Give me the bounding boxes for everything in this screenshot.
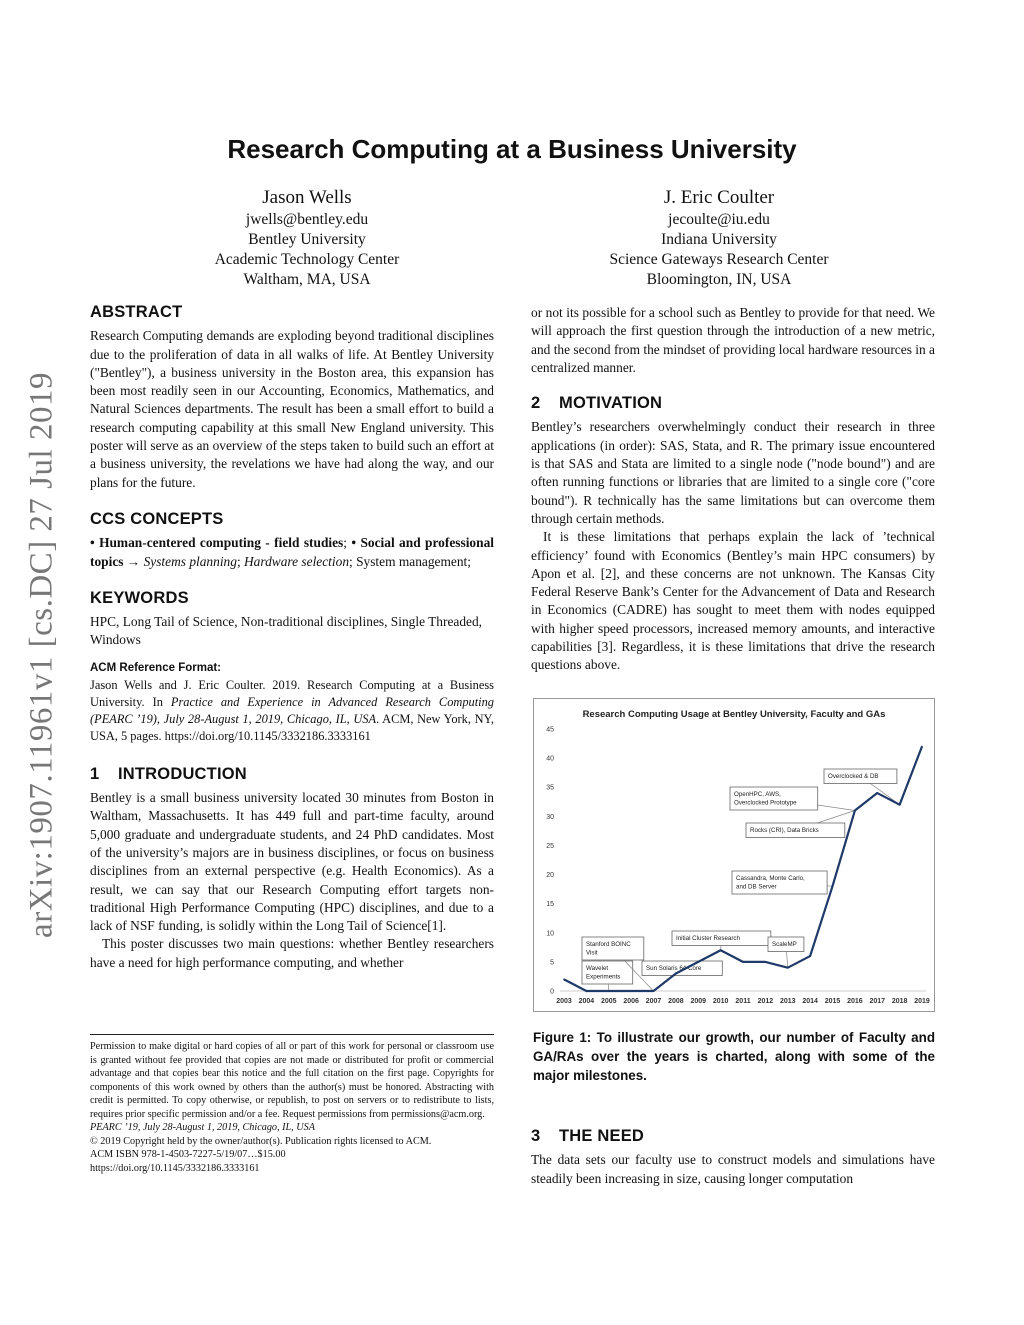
y-tick-label: 40 xyxy=(546,755,554,763)
abstract-text: Research Computing demands are exploding beyond traditional disciplines due to the proliferation of data in all walks of life. At Bentley University ("Bentley"), a business university in the Boston area, this expansion has been most readily seen in our Accounting, Economics, Mathematics, and Natural Sciences departments. The result has been a small effort to build a research computing capability at this small New England university. This poster will serve as an overview of the steps taken to build such an effort at a business university, the revelations we have had along the way, and our plans for the future. xyxy=(90,328,494,490)
y-axis xyxy=(546,727,554,996)
x-tick-label: 2008 xyxy=(668,998,684,1005)
ccs-concept-3: Systems planning xyxy=(143,553,237,569)
need-heading xyxy=(531,1127,935,1145)
x-tick-label: 2010 xyxy=(712,998,729,1005)
data-point xyxy=(921,746,923,748)
footnote-conference: PEARC ’19, July 28-August 1, 2019, Chicago, IL, USA xyxy=(90,1122,315,1133)
x-tick-label: 2015 xyxy=(824,998,841,1005)
annotations xyxy=(582,769,900,991)
annotation-label: and DB Server xyxy=(736,883,777,891)
author-name: Jason Wells xyxy=(262,187,352,208)
intro-paragraph-2: This poster discusses two main questions: whether Bentley researchers have a need for high performance computing, and whether xyxy=(90,936,494,970)
x-tick-label: 2018 xyxy=(891,998,908,1005)
y-tick-label: 35 xyxy=(546,784,554,792)
acm-reference-part: . ACM, New York, NY, USA, 5 pages. https://doi.org/10.1145/3332186.3333161 xyxy=(90,711,494,743)
annotation-label: OpenHPC, AWS, xyxy=(734,791,781,798)
section-number: 3 xyxy=(531,1127,541,1145)
annotation-label: Rocks (CRI), Data Bricks xyxy=(750,827,819,834)
data-point xyxy=(809,955,811,957)
data-point xyxy=(854,810,856,812)
keywords-text: HPC, Long Tail of Science, Non-traditional disciplines, Single Threaded, Windows xyxy=(90,614,483,648)
annotation-label: Visit xyxy=(586,949,598,957)
ccs-concept-1: • Human-centered computing - field studies xyxy=(90,535,344,551)
footnote-permission: Permission to make digital or hard copies of all or part of this work for personal or classroom use is granted without fee provided that copies are not made or distributed for profit or commercial advantage and that copies bear this notice and the full citation on the first page. Copyrights for components of this work owned by others than the author(s) must be honored. Abstracting with credit is permitted. To copy otherwise, or republish, to post on servers or to redistribute to lists, requires prior specific permission and/or a fee. Request permissions from permissions@acm.org. xyxy=(90,1041,494,1120)
y-tick-label: 10 xyxy=(546,930,554,938)
chart-title: Research Computing Usage at Bentley University, Faculty and GAs xyxy=(582,709,886,720)
left-column xyxy=(90,303,494,972)
author-block-2 xyxy=(539,186,899,290)
data-point xyxy=(876,792,878,794)
acm-reference-part: Jason Wells and J. Eric Coulter. 2019. Research Computing at a Business University. In xyxy=(90,677,494,709)
arxiv-id-text: arXiv:1907.11961v1 [cs.DC] 27 Jul 2019 xyxy=(23,372,60,938)
footnote-rule xyxy=(90,1034,494,1035)
ccs-concept-5: ; System management; xyxy=(349,553,471,569)
figure-1 xyxy=(533,698,935,1012)
author-location: Bloomington, IN, USA xyxy=(646,271,792,288)
acm-reference-heading: ACM Reference Format: xyxy=(90,661,221,674)
data-point xyxy=(899,804,901,806)
annotation-label: Overclocked & DB xyxy=(828,773,879,780)
data-point xyxy=(742,961,744,963)
need-section xyxy=(531,1127,935,1188)
ccs-separator: ; xyxy=(236,553,245,569)
arxiv-identifier xyxy=(22,360,62,950)
y-tick-label: 30 xyxy=(546,813,554,821)
x-tick-label: 2006 xyxy=(623,998,639,1005)
section-title: THE NEED xyxy=(559,1127,645,1145)
annotation-label: ScaleMP xyxy=(772,941,797,948)
annotation-label: Cassandra, Monte Carlo, xyxy=(736,875,805,882)
intro-continued: or not its possible for a school such as Bentley to provide for that need. We will approach the first question through the introduction of a new metric, and the second from the mindset of providing local hardware resources in a centralized manner. xyxy=(531,305,935,375)
data-point xyxy=(653,990,655,992)
x-tick-label: 2013 xyxy=(779,998,796,1005)
y-tick-label: 20 xyxy=(546,872,554,880)
data-point xyxy=(563,979,565,981)
ccs-concept-4: Hardware selection xyxy=(244,553,350,569)
author-email: jwells@bentley.edu xyxy=(245,211,369,228)
motivation-heading xyxy=(531,394,935,412)
intro-heading xyxy=(90,765,494,783)
x-tick-label: 2005 xyxy=(600,998,617,1005)
data-point xyxy=(787,967,789,969)
data-point xyxy=(608,990,610,992)
footnote xyxy=(90,1040,494,1175)
motivation-paragraph-2: It is these limitations that perhaps explain the lack of ’technical efficiency’ found with Economics (Bentley’s main HPC consumers) by Apon et al. [2], and these concerns are not unknown. The Kansas City Federal Reserve Bank’s Center for the Advancement of Data and Research in Economics (CADRE) has sought to meet them with nodes equipped with higher speed processors, increased memory amounts, and interactive capabilities [3]. Regardless, it is these limitations that drive the research questions above. xyxy=(531,529,935,673)
ccs-heading: CCS CONCEPTS xyxy=(90,509,224,528)
x-tick-label: 2011 xyxy=(735,998,751,1005)
x-tick-label: 2014 xyxy=(802,998,818,1005)
x-tick-label: 2019 xyxy=(914,998,930,1005)
acm-reference xyxy=(90,660,494,745)
ccs-concept-2: • Social and professional topics xyxy=(90,535,494,569)
author-email: jecoulte@iu.edu xyxy=(668,211,770,228)
data-point xyxy=(630,990,632,992)
ccs-text xyxy=(90,534,494,571)
author-org: Indiana University xyxy=(661,231,777,248)
keywords-heading: KEYWORDS xyxy=(90,588,189,607)
motivation-paragraph-1: Bentley’s researchers overwhelmingly conduct their research in three applications (in order): SAS, Stata, and R. The primary issue encountered is that SAS and Stata are limited to a single node ("node bound") and are often running functions or libraries that are limited to a single core ("core bound"). R technically has the same limitations but can overcome them through certain methods. xyxy=(531,419,935,526)
data-point xyxy=(675,973,677,975)
footnote-doi: https://doi.org/10.1145/3332186.3333161 xyxy=(90,1162,260,1174)
annotation-label: Sun Solaris 64 Core xyxy=(646,965,702,972)
acm-reference-venue: Practice and Experience in Advanced Research Computing (PEARC ’19), July 28-August 1, 2019, Chicago, IL, USA xyxy=(90,694,495,726)
author-block-1 xyxy=(127,186,487,290)
ccs-arrow: → xyxy=(123,553,144,569)
y-tick-label: 25 xyxy=(546,842,554,850)
intro-paragraph-1: Bentley is a small business university located 30 minutes from Boston in Waltham, Massachusetts. It has 449 full and part-time faculty, around 5,000 graduate and undergraduate students, and 24 PhD candidates. Most of the university’s majors are in business disciplines, or focus on business disciplines from an external perspective (e.g. Health Economics). As a result, we can say that our Research Computing effort targets non-traditional High Performance Computing (HPC) disciplines, and due to a lack of NSF funding, is solidly within the Long Tail of Science[1]. xyxy=(90,790,494,934)
x-tick-label: 2017 xyxy=(869,998,886,1005)
data-point xyxy=(697,961,699,963)
x-tick-label: 2016 xyxy=(847,998,863,1005)
author-dept: Science Gateways Research Center xyxy=(609,251,829,268)
y-tick-label: 15 xyxy=(546,901,554,909)
paper-title: Research Computing at a Business University xyxy=(227,134,797,164)
annotation-label: Experiments xyxy=(586,973,621,981)
x-tick-label: 2007 xyxy=(645,998,662,1005)
author-dept: Academic Technology Center xyxy=(214,251,400,268)
author-name: J. Eric Coulter xyxy=(663,187,775,208)
annotation-label: Stanford BOINC xyxy=(586,941,631,948)
footnote-copyright: © 2019 Copyright held by the owner/author(s). Publication rights licensed to ACM. xyxy=(90,1135,432,1147)
section-number: 2 xyxy=(531,394,541,413)
data-point xyxy=(832,885,834,887)
section-title: INTRODUCTION xyxy=(118,764,247,783)
author-location: Waltham, MA, USA xyxy=(243,271,371,288)
footnote-isbn: ACM ISBN 978-1-4503-7227-5/19/07…$15.00 xyxy=(90,1149,286,1160)
x-tick-label: 2004 xyxy=(578,998,595,1005)
y-tick-label: 0 xyxy=(550,988,554,996)
need-paragraph-1: The data sets our faculty use to construct models and simulations have steadily been increasing in size, causing longer computation xyxy=(531,1152,935,1186)
data-point xyxy=(720,949,722,951)
annotation-label: Wavelet xyxy=(586,965,609,972)
annotation-label: Overclocked Prototype xyxy=(734,799,797,807)
x-tick-label: 2009 xyxy=(690,998,707,1005)
acm-reference-text xyxy=(90,677,494,745)
figure-caption: Figure 1: To illustrate our growth, our number of Faculty and GA/RAs over the years is charted, along with some of the major milestones. xyxy=(533,1030,935,1083)
x-tick-label: 2003 xyxy=(556,998,572,1005)
y-tick-label: 5 xyxy=(550,959,554,967)
author-org: Bentley University xyxy=(248,231,366,248)
section-number: 1 xyxy=(90,764,100,783)
usage-line-chart xyxy=(534,699,934,1011)
annotation-label: Initial Cluster Research xyxy=(676,935,740,942)
data-point xyxy=(765,961,767,963)
x-tick-label: 2012 xyxy=(757,998,774,1005)
x-axis xyxy=(556,991,930,1005)
data-point xyxy=(586,990,588,992)
abstract-heading: ABSTRACT xyxy=(90,303,183,321)
ccs-separator: ; xyxy=(343,535,352,551)
y-tick-label: 45 xyxy=(546,726,554,734)
section-title: MOTIVATION xyxy=(559,394,663,413)
right-column xyxy=(531,304,935,675)
